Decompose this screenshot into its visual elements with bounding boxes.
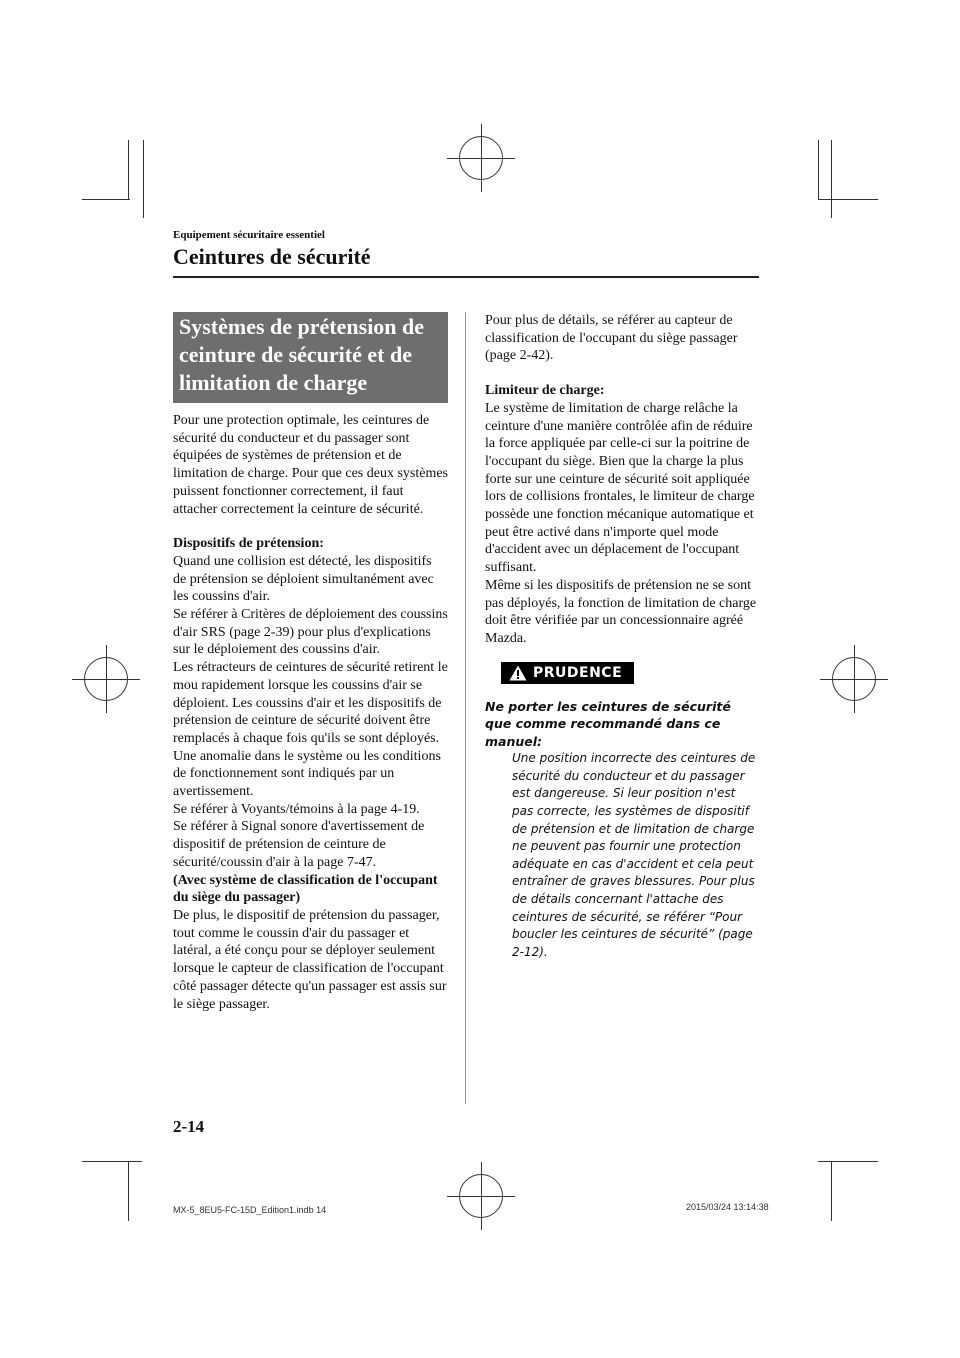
- section-label: Equipement sécuritaire essentiel: [173, 229, 325, 241]
- pretension-paragraph: Se référer à Critères de déploiement des coussins d'air SRS (page 2-39) pour plus d'explications sur le déploiement des coussins d'air.: [173, 607, 448, 658]
- caution-body: Une position incorrecte des ceintures de sécurité du conducteur et du passager est dangereuse. Si leur position n'est pas correcte, les systèmes de dispositif de prétension et de limitation de charge ne peuvent pas fournir une protection adéquate en cas d'accident et cela peut entraîner de graves blessures. Pour plus de détails concernant l'attache des ceintures de sécurité, se référer “Pour boucler les ceintures de sécurité” (page 2-12).: [512, 751, 756, 959]
- pretension-paragraph: Se référer à Signal sonore d'avertissement de dispositif de prétension de ceinture de sécurité/coussin d'air à la page 7-47.: [173, 819, 425, 870]
- details-paragraph: Pour plus de détails, se référer au capteur de classification de l'occupant du siège passager (page 2-42).: [485, 313, 738, 364]
- column-divider: [465, 312, 466, 1104]
- occupant-title: (Avec système de classification de l'occupant du siège du passager): [173, 872, 438, 906]
- limiter-paragraph: Même si les dispositifs de prétension ne se sont pas déployés, la fonction de limitation de charge doit être vérifiée par un concessionnaire agréé Mazda.: [485, 577, 757, 646]
- footer-file-name: MX-5_8EU5-FC-15D_Edition1.indb 14: [173, 1205, 327, 1215]
- pretension-paragraph: Les rétracteurs de ceintures de sécurité retirent le mou rapidement lorsque les coussins d'air se déploient. Les coussins d'air et les dispositifs de prétension de ceinture de sécurité doivent être remplacés à chaque fois qu'ils se sont déployés.: [173, 660, 448, 746]
- footer-timestamp: 2015/03/24 13:14:38: [686, 1202, 769, 1212]
- page-title: Ceintures de sécurité: [173, 244, 371, 269]
- registration-mark-bottom: [459, 1174, 503, 1218]
- page-number: 2-14: [173, 1117, 205, 1136]
- pretension-paragraph: Une anomalie dans le système ou les conditions de fonctionnement sont indiqués par un avertissement.: [173, 748, 441, 800]
- pretension-paragraph: Quand une collision est détecté, les dispositifs de prétension se déploient simultanément avec les coussins d'air.: [173, 553, 434, 605]
- limiter-paragraph: Le système de limitation de charge relâche la ceinture d'une manière contrôlée afin de réduire la force appliquée par celle-ci sur la poitrine de l'occupant du siège. Bien que la charge la plus forte sur une ceinture de sécurité soit appliquée lors de collisions frontales, le limiteur de charge possède une fonction mécanique automatique et peut être activé dans n'importe quel mode d'accident avec un déplacement de l'occupant suffisant.: [485, 400, 755, 576]
- intro-paragraph: Pour une protection optimale, les ceintures de sécurité du conducteur et du passager sont équipées de systèmes de prétension et de limitation de charge. Pour que ces deux systèmes puissent fonctionner correctement, il faut attacher correctement la ceinture de sécurité.: [173, 413, 449, 517]
- limiter-title: Limiteur de charge:: [485, 383, 605, 399]
- caution-badge: [501, 662, 634, 684]
- right-column: [485, 312, 760, 961]
- title-rule: [173, 276, 759, 278]
- caution-title: Ne porter les ceintures de sécurité que comme recommandé dans ce manuel:: [485, 698, 731, 749]
- caution-label: PRUDENCE: [533, 664, 623, 681]
- registration-mark-left: [84, 657, 128, 701]
- registration-mark-right: [832, 657, 876, 701]
- pretension-paragraph: Se référer à Voyants/témoins à la page 4-19.: [173, 801, 420, 817]
- warning-icon: [509, 665, 527, 681]
- registration-mark-top: [459, 136, 503, 180]
- left-column: [173, 312, 448, 1013]
- occupant-paragraph: De plus, le dispositif de prétension du passager, tout comme le coussin d'air du passager et latéral, a été conçu pour se déployer seulement lorsque le capteur de classification de l'occupant côté passager détecte qu'un passager est assis sur le siège passager.: [173, 907, 447, 1012]
- pretension-title: Dispositifs de prétension:: [173, 536, 324, 552]
- section-heading: Systèmes de prétension de ceinture de sécurité et de limitation de charge: [173, 312, 448, 403]
